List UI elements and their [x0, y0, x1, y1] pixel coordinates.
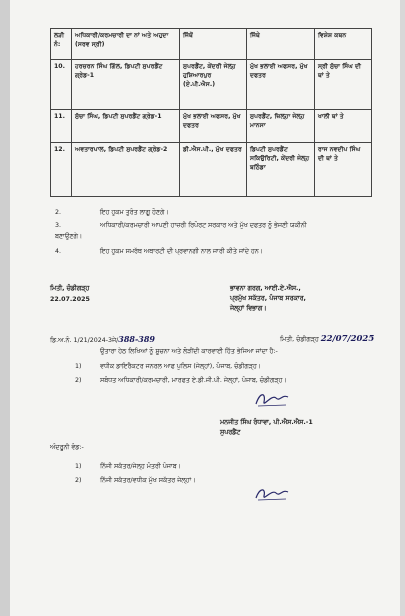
order-place: ਮਿਤੀ, ਚੰਡੀਗੜ੍ਹ [50, 285, 90, 292]
endorsement-date-handwritten: 22/07/2025 [320, 334, 375, 344]
point-4-number: 4. [55, 248, 62, 255]
handwritten-initials [252, 484, 292, 504]
col-header-remarks: ਵਿਸ਼ੇਸ਼ ਕਥਨ [315, 29, 372, 60]
point-3-number: 3. [55, 222, 62, 229]
cell-serial: 10. [51, 60, 72, 110]
scan-edge-right [400, 0, 405, 616]
point-3-text: ਅਧਿਕਾਰੀ/ਕਰਮਚਾਰੀ ਆਪਣੀ ਹਾਜ਼ਰੀ ਰਿਪੋਰਟ ਸਰਕਾਰ ਅਤੇ ਮੁੱਖ ਦਫਤਰ ਨੂੰ ਭੇਜਣੀ ਯਕੀਨੀ [100, 222, 307, 229]
cell-remarks: ਖਾਲੀ ਥਾਂ ਤੇ [315, 110, 372, 143]
cell-from: ਡੀ.ਐਸ.ਪੀ., ਮੁੱਖ ਦਫਤਰ [180, 143, 247, 197]
cell-to: ਸੁਪਰਡੈਂਟ, ਜ਼ਿਲ੍ਹਾ ਜੇਲ੍ਹ ਮਾਨਸਾ [247, 110, 315, 143]
cell-from: ਸੁਪਰਡੈਂਟ, ਕੇਂਦਰੀ ਜੇਲ੍ਹ ਹੁਸ਼ਿਆਰਪੁਰ (ਏ.ਪੀ.ਐਸ.) [180, 60, 247, 110]
signatory-name: ਭਾਵਨਾ ਗਰਗ, ਆਈ.ਏ.ਐਸ., [230, 285, 301, 292]
endorsement-item-number: 2) [75, 377, 82, 384]
table-row [51, 143, 372, 197]
cell-from: ਮੁੱਖ ਭਲਾਈ ਅਫਸਰ, ਮੁੱਖ ਦਫਤਰ [180, 110, 247, 143]
distribution-item-number: 2) [75, 477, 82, 484]
endorsement-item-text: ਸਬੰਧਤ ਅਧਿਕਾਰੀ/ਕਰਮਚਾਰੀ, ਮਾਰਫਤ ਏ.ਡੀ.ਜੀ.ਪੀ. ਜੇਲ੍ਹਾਂ, ਪੰਜਾਬ, ਚੰਡੀਗੜ੍ਹ। [100, 377, 287, 384]
internal-distribution-label: ਅੰਦਰੂਨੀ ਵੰਡ:- [50, 444, 84, 451]
cell-remarks: ਰਾਜ ਨਵਦੀਪ ਸਿੰਘ ਦੀ ਥਾਂ ਤੇ [315, 143, 372, 197]
endorsement-date [280, 334, 374, 345]
endorsement-number-prefix: ਡਿ.ਅ.ਨੰ. 1/21/2024-3ਜੇ/ [50, 337, 119, 344]
point-3-text-cont: ਬਣਾਉਣਗੇ। [55, 233, 83, 240]
cell-name: ਹਰਚਰਨ ਸਿੰਘ ਗਿੱਲ, ਡਿਪਟੀ ਸੁਪਰਡੈਂਟ ਗ੍ਰੇਡ-1 [72, 60, 180, 110]
transfer-table [50, 28, 372, 197]
order-date: 22.07.2025 [50, 296, 90, 303]
endorsement-item-text: ਵਧੀਕ ਡਾਇਰੈਕਟਰ ਜਨਰਲ ਆਫ ਪੁਲਿਸ (ਜੇਲ੍ਹਾਂ), ਪੰਜਾਬ, ਚੰਡੀਗੜ੍ਹ। [100, 363, 261, 370]
cell-to: ਮੁੱਖ ਭਲਾਈ ਅਫਸਰ, ਮੁੱਖ ਦਫਤਰ [247, 60, 315, 110]
scan-edge-left [0, 0, 10, 616]
distribution-item-text: ਨਿੱਜੀ ਸਕੱਤਰ/ਜੇਲ੍ਹ ਮੰਤਰੀ ਪੰਜਾਬ। [100, 463, 181, 470]
table-header-row [51, 29, 372, 60]
handwritten-signature [252, 388, 292, 410]
point-2-number: 2. [55, 209, 62, 216]
cell-name: ਅਵਤਾਰਪਾਲ, ਡਿਪਟੀ ਸੁਪਰਡੈਂਟ ਗ੍ਰੇਡ-2 [72, 143, 180, 197]
distribution-item-number: 1) [75, 463, 82, 470]
endorsement-number [50, 334, 155, 346]
col-header-from: ਜਿੱਥੋਂ [180, 29, 247, 60]
cell-remarks: ਸ੍ਰੀ ਸੁੱਚਾ ਸਿੰਘ ਦੀ ਥਾਂ ਤੇ [315, 60, 372, 110]
cell-name: ਸੁੱਚਾ ਸਿੰਘ, ਡਿਪਟੀ ਸੁਪਰਡੈਂਟ ਗ੍ਰੇਡ-1 [72, 110, 180, 143]
signatory-department: ਜੇਲ੍ਹਾਂ ਵਿਭਾਗ। [230, 305, 267, 312]
cell-to: ਡਿਪਟੀ ਸੁਪਰਡੈਂਟ ਸਕਿਉਰਿਟੀ, ਕੇਂਦਰੀ ਜੇਲ੍ਹ ਬਠਿੰਡਾ [247, 143, 315, 197]
cell-serial: 12. [51, 143, 72, 197]
col-header-serial: ਲੜੀ ਨੰ: [51, 29, 72, 60]
distribution-item-text: ਨਿੱਜੀ ਸਕੱਤਰ/ਵਧੀਕ ਮੁੱਖ ਸਕੱਤਰ ਜੇਲ੍ਹਾਂ। [100, 477, 196, 484]
signatory-title: ਪ੍ਰਮੁੱਖ ਸਕੱਤਰ, ਪੰਜਾਬ ਸਰਕਾਰ, [230, 295, 306, 302]
table-row [51, 60, 372, 110]
superintendent-title: ਸੁਪਰਡੈਂਟ [220, 429, 241, 436]
cell-serial: 11. [51, 110, 72, 143]
superintendent-name: ਮਨਜੀਤ ਸਿੰਘ ਰੰਧਾਵਾ, ਪੀ.ਐਸ.ਐਸ.-1 [220, 419, 313, 426]
endorsement-date-prefix: ਮਿਤੀ, ਚੰਡੀਗੜ੍ਹ [280, 336, 319, 343]
table-row [51, 110, 372, 143]
endorsement-item-number: 1) [75, 363, 82, 370]
endorsement-intro: ਉਤਾਰਾ ਹੇਠ ਲਿਖਿਆਂ ਨੂੰ ਸੂਚਨਾ ਅਤੇ ਲੋੜੀਂਦੀ ਕਾਰਵਾਈ ਹਿੱਤ ਭੇਜਿਆ ਜਾਂਦਾ ਹੈ:- [100, 348, 278, 355]
endorsement-number-handwritten: 388-389 [118, 334, 155, 344]
point-2-text: ਇਹ ਹੁਕਮ ਤੁਰੰਤ ਲਾਗੂ ਹੋਣਗੇ। [100, 209, 169, 216]
col-header-to: ਜਿੱਥੇ [247, 29, 315, 60]
col-header-name: ਅਧਿਕਾਰੀ/ਕਰਮਚਾਰੀ ਦਾ ਨਾਂ ਅਤੇ ਅਹੁਦਾ (ਸਰਵ ਸ੍ਰੀ) [72, 29, 180, 60]
point-4-text: ਇਹ ਹੁਕਮ ਸਮਰੱਥ ਅਥਾਰਟੀ ਦੀ ਪ੍ਰਵਾਨਗੀ ਨਾਲ ਜਾਰੀ ਕੀਤੇ ਜਾਂਦੇ ਹਨ। [100, 248, 263, 255]
